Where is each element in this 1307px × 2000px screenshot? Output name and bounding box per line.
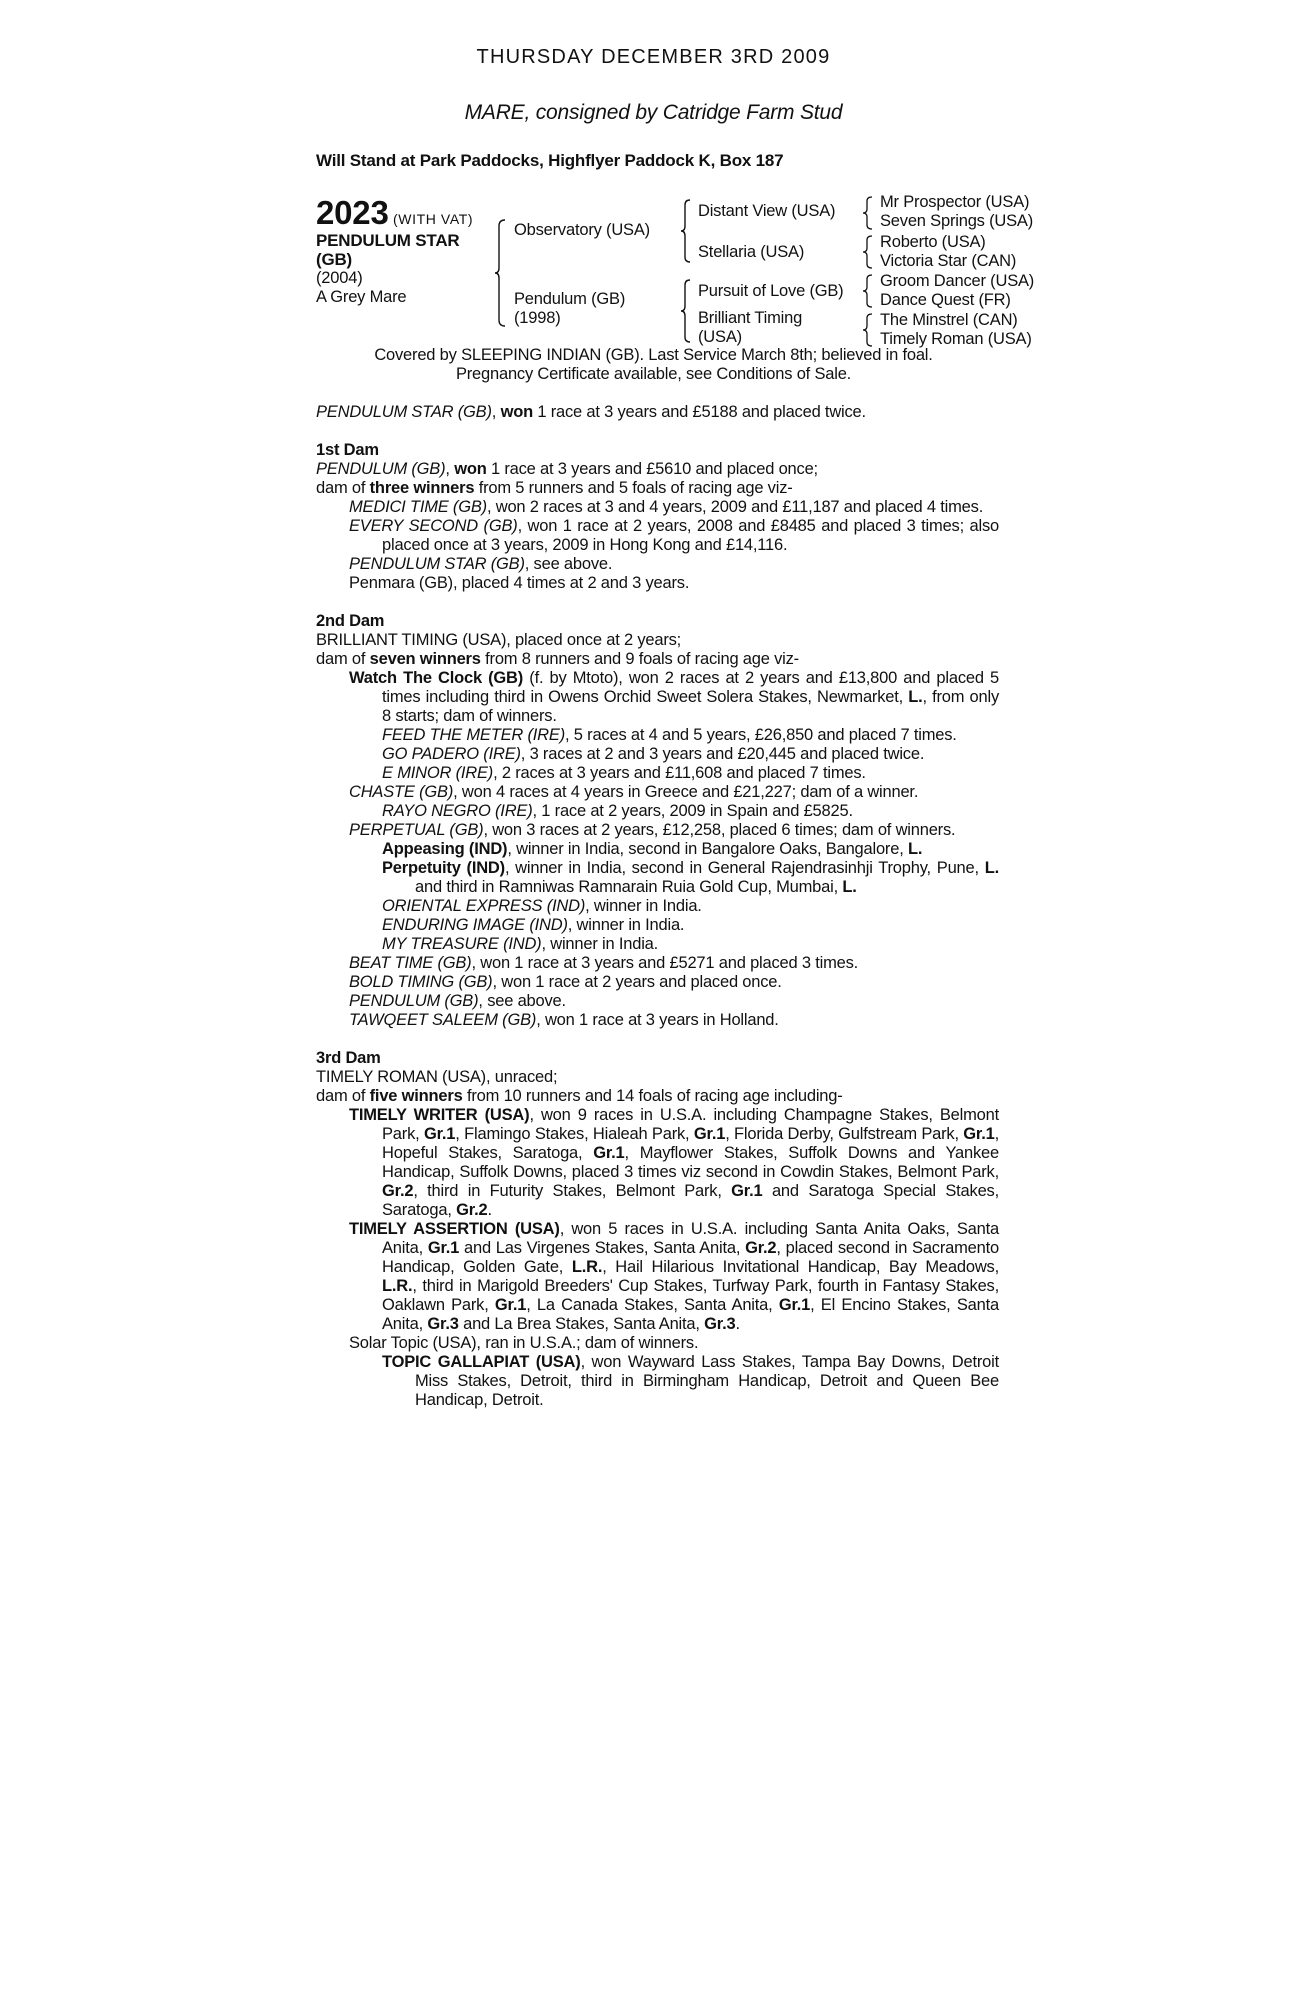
produce-eminor	[316, 764, 999, 783]
listed-mark: L.	[842, 878, 857, 896]
racing-record: PENDULUM STAR (GB), won 1 race at 3 years and £5188 and placed twice.	[316, 403, 866, 421]
produce-enduring	[316, 916, 999, 935]
produce-record: , see above.	[524, 555, 613, 573]
grade-mark: Gr.2	[745, 1239, 777, 1257]
grade-mark: Gr.1	[731, 1182, 763, 1200]
produce-record: , won 1 race at 2 years, 2008 and £8485 and placed 3 times; also placed once at 3 years, 2009 in Hong Kong and £14,116.	[382, 517, 999, 554]
produce-name: TOPIC GALLAPIAT (USA)	[382, 1353, 581, 1371]
produce-every	[316, 517, 999, 555]
record-part: and La Brea Stakes, Santa Anita,	[458, 1315, 705, 1333]
produce-name: GO PADERO (IRE)	[382, 745, 521, 763]
dam1-runners: from 5 runners and 5 foals of racing age viz-	[474, 479, 793, 497]
produce-writer: TIMELY WRITER (USA), won 9 races in U.S.A. including Champagne Stakes, Belmont Park, Gr.1, Flamingo Stakes, Hialeah Park, Gr.1, Florida Derby, Gulfstream Park, Gr.1, Hopeful Stakes, Saratoga, Gr.1, Mayflower Stakes, Suffolk Downs and Yankee Handicap, Suffolk Downs, placed 3 times viz second in Cowdin Stakes, Belmont Park, Gr.2, third in Futurity Stakes, Belmont Park, Gr.1 and Saratoga Special Stakes, Saratoga, Gr.2.	[349, 1106, 999, 1219]
produce-chaste	[316, 783, 999, 802]
record-part: , third in Futurity Stakes, Belmont Park,	[413, 1182, 732, 1200]
produce-record: , won 1 race at 3 years in Holland.	[536, 1011, 779, 1029]
produce-record: , 5 races at 4 and 5 years, £26,850 and placed 7 times.	[565, 726, 957, 744]
produce-record: , 2 races at 3 years and £11,608 and placed 7 times.	[493, 764, 866, 782]
produce-record: , 3 races at 2 and 3 years and £20,445 and placed twice.	[520, 745, 925, 763]
sale-date: THURSDAY DECEMBER 3RD 2009	[476, 46, 831, 68]
produce-tawqeet	[316, 1011, 999, 1030]
produce-name: PENDULUM STAR (GB)	[349, 555, 525, 573]
record-part: , Hail Hilarious Invitational Handicap, Bay Meadows,	[602, 1258, 999, 1276]
produce-record: , won Wayward Lass Stakes, Tampa Bay Downs, Detroit Miss Stakes, Detroit, third in Birmingham Handicap, Detroit and Queen Bee Handicap, Detroit.	[415, 1353, 999, 1409]
covered-note	[0, 346, 1307, 384]
pedigree-brace-6	[862, 274, 874, 308]
dam3-runners: from 10 runners and 14 foals of racing age including-	[462, 1087, 843, 1105]
produce-record: , won 1 race at 3 years and £5271 and placed 3 times.	[471, 954, 859, 972]
produce-name: PENDULUM (GB)	[349, 992, 479, 1010]
grade-mark: Gr.1	[593, 1144, 625, 1162]
grade-mark: Gr.1	[778, 1296, 811, 1314]
produce-rayo	[316, 802, 999, 821]
produce-name: EVERY SECOND (GB)	[349, 517, 518, 535]
produce-name: MY TREASURE (IND)	[382, 935, 542, 953]
gen3-2: Seven Springs (USA)	[880, 212, 1034, 230]
dam2-pre: dam of	[316, 650, 370, 668]
produce-gopadero	[316, 745, 999, 764]
produce-pendulum	[316, 992, 999, 1011]
record-part: , La Canada Stakes, Santa Anita,	[526, 1296, 779, 1314]
produce-record: , won 4 races at 4 years in Greece and £21,227; dam of a winner.	[453, 783, 919, 801]
dam2-runners: from 8 runners and 9 foals of racing age viz-	[480, 650, 799, 668]
foaling-year: (2004)	[316, 269, 363, 287]
produce-name: TIMELY WRITER (USA)	[349, 1106, 530, 1124]
produce-name: TIMELY ASSERTION (USA)	[349, 1220, 560, 1238]
dam1-line2	[316, 479, 999, 498]
dam1-line1: PENDULUM (GB), won 1 race at 3 years and £5610 and placed once;	[316, 460, 818, 478]
produce-bold	[316, 973, 999, 992]
racing-name: PENDULUM STAR (GB)	[316, 403, 492, 421]
produce-name: BEAT TIME (GB)	[349, 954, 472, 972]
produce-appeasing	[316, 840, 999, 859]
gen3-3: Roberto (USA)	[880, 233, 986, 251]
lot-summary	[316, 195, 473, 307]
record-part: and Saratoga Special Stakes, Saratoga,	[382, 1182, 999, 1219]
produce-name: RAYO NEGRO (IRE)	[382, 802, 533, 820]
racing-rest: 1 race at 3 years and £5188 and placed twice.	[532, 403, 866, 421]
record-part: , Florida Derby, Gulfstream Park,	[725, 1125, 964, 1143]
dam1-won: won	[454, 460, 487, 478]
record-part: , won 5 races in U.S.A. including Santa Anita Oaks, Santa Anita,	[382, 1220, 999, 1257]
dam3-line2	[316, 1087, 999, 1106]
listed-mark: L.R.	[382, 1277, 413, 1295]
grade-mark: Gr.3	[427, 1315, 459, 1333]
produce-pstar	[316, 555, 999, 574]
racing-won: won	[500, 403, 533, 421]
produce-record: , winner in India, second in General Rajendrasinhji Trophy, Pune,	[504, 859, 985, 877]
produce-record: , winner in India.	[585, 897, 702, 915]
consignment-line: MARE, consigned by Catridge Farm Stud	[464, 101, 843, 124]
produce-name: TAWQEET SALEEM (GB)	[349, 1011, 537, 1029]
gen3-8: Timely Roman (USA)	[880, 330, 1032, 348]
pedigree-brace-4	[862, 196, 874, 230]
produce-name: FEED THE METER (IRE)	[382, 726, 566, 744]
grade-mark: Gr.1	[427, 1239, 460, 1257]
horse-name-line2: (GB)	[316, 250, 353, 269]
listed-mark: L.	[984, 859, 999, 877]
produce-name: PERPETUAL (GB)	[349, 821, 484, 839]
record-part: , third in Marigold Breeders' Cup Stakes, Turfway Park, fourth in Fantasy Stakes, Oaklawn Park,	[382, 1277, 999, 1314]
vat-note: (WITH VAT)	[393, 211, 474, 227]
grade-mark: Gr.1	[963, 1125, 995, 1143]
dam1-winners: three winners	[369, 479, 475, 497]
sire-dam: Stellaria (USA)	[698, 243, 805, 261]
dam-line1: Pendulum (GB)	[514, 290, 626, 308]
produce-watch	[316, 669, 999, 726]
gen3-4: Victoria Star (CAN)	[880, 252, 1017, 270]
grade-mark: Gr.2	[456, 1201, 488, 1219]
horse-description: A Grey Mare	[316, 288, 407, 306]
listed-mark: L.	[907, 840, 923, 858]
produce-name: MEDICI TIME (GB)	[349, 498, 487, 516]
produce-feed	[316, 726, 999, 745]
dam3-pre: dam of	[316, 1087, 370, 1105]
horse-name-line1: PENDULUM STAR	[316, 231, 460, 250]
produce-record: , winner in India.	[541, 935, 659, 953]
grade-mark: Gr.1	[693, 1125, 726, 1143]
produce-record-cont: and third in Ramniwas Ramnarain Ruia Gold Cup, Mumbai,	[415, 878, 843, 896]
produce-record: , 1 race at 2 years, 2009 in Spain and £5825.	[532, 802, 853, 820]
gen3-5: Groom Dancer (USA)	[880, 272, 1035, 290]
record-part: , placed second in Sacramento Handicap, Golden Gate,	[382, 1239, 999, 1276]
produce-name: BOLD TIMING (GB)	[349, 973, 493, 991]
sire: Observatory (USA)	[514, 221, 650, 239]
pedigree-brace-3	[680, 278, 692, 344]
produce-record: , winner in India, second in Bangalore Oaks, Bangalore,	[507, 840, 908, 858]
catalogue-body	[316, 403, 999, 1410]
dam-dam-line2: (USA)	[698, 328, 742, 346]
listed-mark: L.	[908, 688, 923, 706]
dam-dam-line1: Brilliant Timing	[698, 309, 803, 327]
produce-name: Appeasing (IND)	[382, 840, 508, 858]
dam3-winners: five winners	[369, 1087, 463, 1105]
produce-name: CHASTE (GB)	[349, 783, 454, 801]
covered-line1: Covered by SLEEPING INDIAN (GB). Last Service March 8th; believed in foal.	[374, 346, 933, 364]
dam2-line1: BRILLIANT TIMING (USA), placed once at 2 years;	[316, 631, 682, 649]
dam2-line2	[316, 650, 999, 669]
produce-penmara: Penmara (GB), placed 4 times at 2 and 3 years.	[349, 574, 690, 592]
lot-number: 2023	[316, 194, 389, 231]
dam1-pre: dam of	[316, 479, 370, 497]
record-part: , El Encino Stakes, Santa Anita,	[382, 1296, 999, 1333]
pedigree-brace-1	[494, 218, 508, 328]
produce-assertion: TIMELY ASSERTION (USA), won 5 races in U.S.A. including Santa Anita Oaks, Santa Anita, Gr.1 and Las Virgenes Stakes, Santa Anita, Gr.2, placed second in Sacramento Handicap, Golden Gate, L.R., Hail Hilarious Invitational Handicap, Bay Meadows, L.R., third in Marigold Breeders' Cup Stakes, Turfway Park, fourth in Fantasy Stakes, Oaklawn Park, Gr.1, La Canada Stakes, Santa Anita, Gr.1, El Encino Stakes, Santa Anita, Gr.3 and La Brea Stakes, Santa Anita, Gr.3.	[349, 1220, 999, 1333]
dam1-title: 1st Dam	[316, 441, 379, 459]
produce-record: , winner in India.	[567, 916, 685, 934]
record-part: and Las Virgenes Stakes, Santa Anita,	[459, 1239, 746, 1257]
produce-name: E MINOR (IRE)	[382, 764, 494, 782]
dam-sire: Pursuit of Love (GB)	[698, 282, 844, 300]
grade-mark: Gr.1	[494, 1296, 527, 1314]
produce-oriental	[316, 897, 999, 916]
sire-sire: Distant View (USA)	[698, 202, 836, 220]
grade-mark: Gr.2	[382, 1182, 414, 1200]
produce-name: Perpetuity (IND)	[382, 859, 505, 877]
produce-perpetual	[316, 821, 999, 840]
dam1-name: PENDULUM (GB)	[316, 460, 446, 478]
stand-location: Will Stand at Park Paddocks, Highflyer Paddock K, Box 187	[316, 151, 784, 170]
dam3-line1: TIMELY ROMAN (USA), unraced;	[316, 1068, 558, 1086]
produce-record: , see above.	[478, 992, 566, 1010]
produce-name: ORIENTAL EXPRESS (IND)	[382, 897, 586, 915]
covered-line2: Pregnancy Certificate available, see Conditions of Sale.	[455, 365, 852, 383]
pedigree-brace-2	[680, 198, 692, 264]
grade-mark: Gr.1	[423, 1125, 456, 1143]
gen3-7: The Minstrel (CAN)	[880, 311, 1018, 329]
dam-line2: (1998)	[514, 309, 561, 327]
record-part: , won 9 races in U.S.A. including Champagne Stakes, Belmont Park,	[382, 1106, 999, 1143]
pedigree-brace-7	[862, 313, 874, 347]
record-part: , Hopeful Stakes, Saratoga,	[382, 1125, 999, 1162]
produce-solar: Solar Topic (USA), ran in U.S.A.; dam of winners.	[349, 1334, 699, 1352]
gen3-6: Dance Quest (FR)	[880, 291, 1011, 309]
dam2-winners: seven winners	[369, 650, 481, 668]
produce-record-end: , from only 8 starts; dam of winners.	[382, 688, 999, 725]
produce-treasure	[316, 935, 999, 954]
grade-mark: Gr.3	[704, 1315, 736, 1333]
produce-record: , won 1 race at 2 years and placed once.	[492, 973, 782, 991]
produce-topic	[316, 1353, 999, 1410]
produce-medici	[316, 498, 999, 517]
produce-perpetuity	[316, 859, 999, 897]
dam1-rest: 1 race at 3 years and £5610 and placed once;	[486, 460, 818, 478]
listed-mark: L.R.	[571, 1258, 603, 1276]
record-part: , Mayflower Stakes, Suffolk Downs and Yankee Handicap, Suffolk Downs, placed 3 times viz second in Cowdin Stakes, Belmont Park,	[382, 1144, 999, 1181]
dam2-title: 2nd Dam	[316, 612, 385, 630]
record-part: , Flamingo Stakes, Hialeah Park,	[455, 1125, 694, 1143]
pedigree-brace-5	[862, 235, 874, 269]
produce-name: Watch The Clock (GB)	[349, 669, 524, 687]
gen3-1: Mr Prospector (USA)	[880, 193, 1030, 211]
produce-name: ENDURING IMAGE (IND)	[382, 916, 568, 934]
produce-record: , won 2 races at 3 and 4 years, 2009 and £11,187 and placed 4 times.	[486, 498, 984, 516]
produce-beat	[316, 954, 999, 973]
produce-record: (f. by Mtoto), won 2 races at 2 years and £13,800 and placed 5 times including third in Owens Orchid Sweet Solera Stakes, Newmarket,	[382, 669, 999, 706]
dam3-title: 3rd Dam	[316, 1049, 381, 1067]
produce-record: , won 3 races at 2 years, £12,258, placed 6 times; dam of winners.	[483, 821, 956, 839]
